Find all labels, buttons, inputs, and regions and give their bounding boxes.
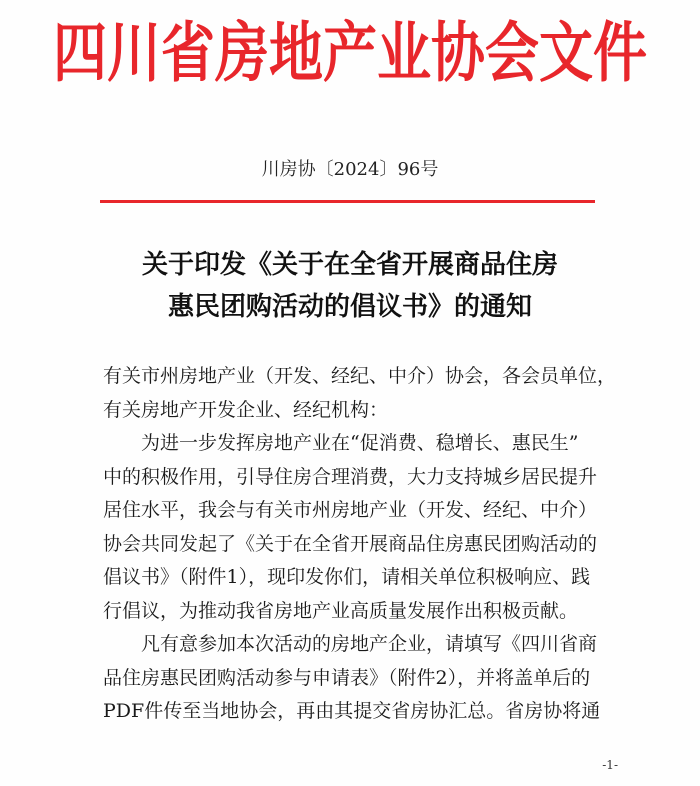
document-header-title: 四川省房地产业协会文件	[53, 13, 647, 91]
body-line: 行倡议，为推动我省房地产业高质量发展作出积极贡献。	[103, 599, 579, 622]
body-line: 为进一步发挥房地产业在“促消费、稳增长、惠民生”	[141, 432, 579, 454]
body-line: 品住房惠民团购活动参与申请表》（附件2），并将盖单后的	[103, 666, 591, 689]
body-line: 倡议书》（附件1），现印发你们，请相关单位积极响应、践	[103, 566, 591, 588]
body-line: 有关市州房地产业（开发、经纪、中介）协会，各会员单位，	[103, 365, 617, 387]
body-line: PDF件传至当地协会，再由其提交省房协汇总。省房协将通	[103, 700, 601, 722]
body-line: 凡有意参加本次活动的房地产企业，请填写《四川省商	[141, 633, 598, 655]
body-line: 有关房地产开发企业、经纪机构：	[103, 398, 389, 421]
notice-body	[103, 360, 617, 729]
red-divider-line	[100, 200, 595, 203]
notice-title-line-2: 惠民团购活动的倡议书》的通知	[167, 292, 532, 322]
notice-title	[0, 244, 700, 328]
body-line: 居住水平，我会与有关市州房地产业（开发、经纪、中介）	[103, 499, 598, 521]
body-line: 协会共同发起了《关于在全省开展商品住房惠民团购活动的	[103, 532, 598, 555]
page-number: -1-	[602, 758, 618, 772]
document-number: 川房协〔2024〕96号	[261, 159, 439, 180]
body-line: 中的积极作用，引导住房合理消费，大力支持城乡居民提升	[103, 465, 598, 488]
notice-title-line-1: 关于印发《关于在全省开展商品住房	[141, 250, 558, 280]
